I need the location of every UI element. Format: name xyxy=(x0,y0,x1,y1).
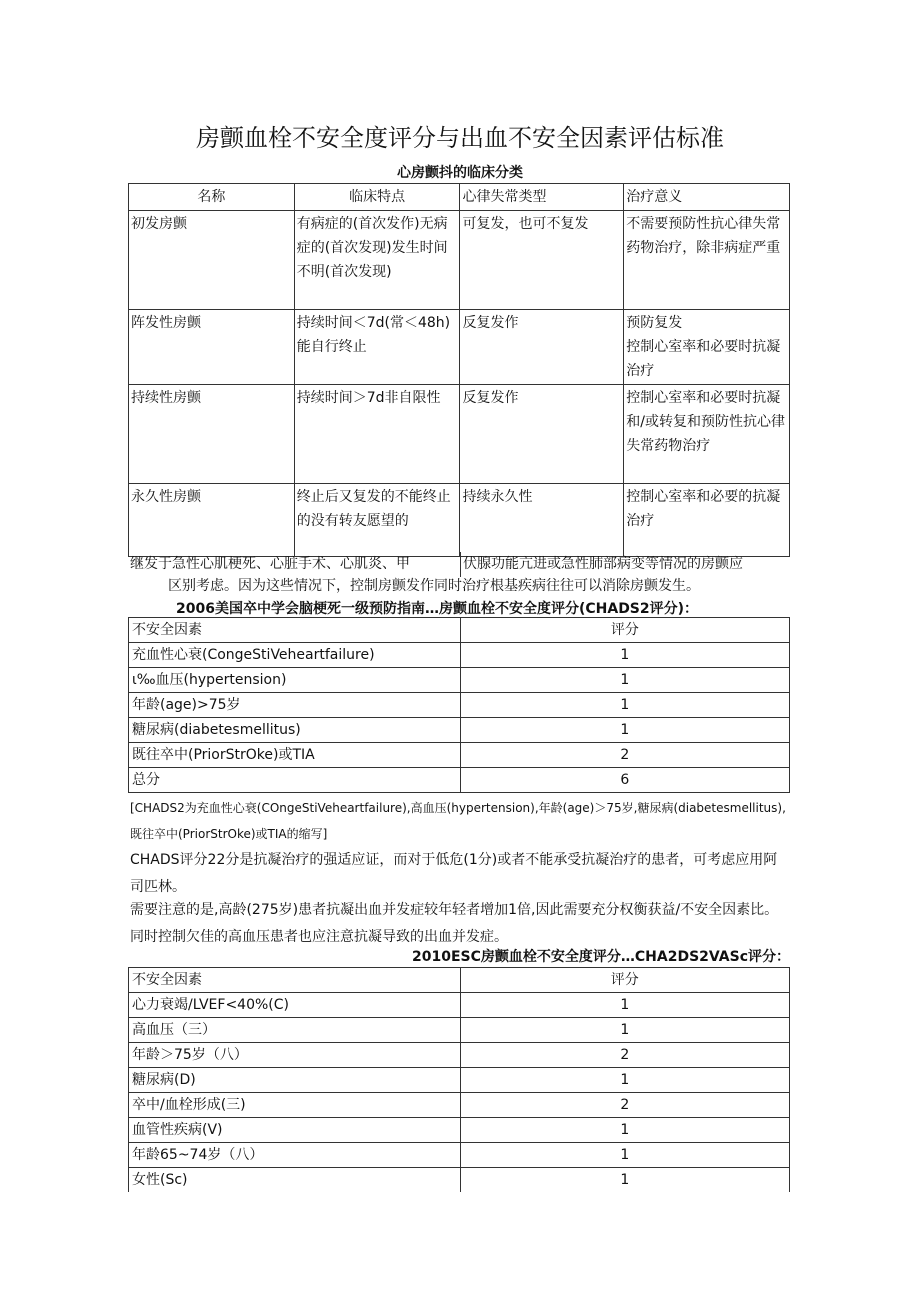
table-row xyxy=(129,484,790,557)
page-title: 房颤血栓不安全度评分与出血不安全因素评估标准 xyxy=(196,124,724,152)
table-cell: 反复发作 xyxy=(460,310,624,385)
table-cell: 有病症的(首次发作)无病症的(首次发现)发生时间不明(首次发现) xyxy=(294,211,460,310)
table-cell: 控制心室率和必要的抗凝治疗 xyxy=(624,484,790,557)
table-cell: 1 xyxy=(460,1168,789,1193)
note1-a: 继发于急性心肌梗死、心脏手术、心肌炎、甲 xyxy=(130,556,410,572)
table-cell: ι‰血压(hypertension) xyxy=(129,668,461,693)
table-cell: 年龄＞75岁（八） xyxy=(129,1043,461,1068)
table-row xyxy=(129,310,790,385)
header-row xyxy=(129,618,790,643)
table-cell: 1 xyxy=(460,643,789,668)
column-header: 评分 xyxy=(460,618,789,643)
column-header: 评分 xyxy=(460,968,789,993)
table-cell: 充血性心衰(CongeStiVeheartfailure) xyxy=(129,643,461,668)
table-cell: 不需要预防性抗心律失常 药物治疗，除非病症严重 xyxy=(624,211,790,310)
header-row xyxy=(129,968,790,993)
chads2-table xyxy=(128,617,790,793)
table-cell: 高血压（三） xyxy=(129,1018,461,1043)
table-row xyxy=(129,1018,790,1043)
table-row xyxy=(129,385,790,484)
table-cell: 卒中/血栓形成(三) xyxy=(129,1093,461,1118)
table-cell: 糖尿病(D) xyxy=(129,1068,461,1093)
table-cell: 反复发作 xyxy=(460,385,624,484)
table-cell: 初发房颤 xyxy=(129,211,295,310)
table-row xyxy=(129,1118,790,1143)
table3-caption: 2010ESC房颤血栓不安全度评分…CHA2DS2VASc评分： xyxy=(412,949,790,965)
table-row xyxy=(129,643,790,668)
table-cell: 持续永久性 xyxy=(460,484,624,557)
column-header: 临床特点 xyxy=(294,184,460,211)
table-cell: 1 xyxy=(460,993,789,1018)
cha2ds2vasc-table xyxy=(128,967,790,1192)
table-cell: 既往卒中(PriorStrOke)或TIA xyxy=(129,743,461,768)
table-cell: 阵发性房颤 xyxy=(129,310,295,385)
table1-caption: 心房颤抖的临床分类 xyxy=(397,165,523,181)
table-cell: 持续性房颤 xyxy=(129,385,295,484)
table-cell: 糖尿病(diabetesmellitus) xyxy=(129,718,461,743)
column-header: 名称 xyxy=(129,184,295,211)
table-cell: 持续时间＞7d非自限性 xyxy=(294,385,460,484)
table-cell: 永久性房颤 xyxy=(129,484,295,557)
af-classification-table xyxy=(128,183,790,557)
table-cell: 年龄65~74岁（八） xyxy=(129,1143,461,1168)
table-cell: 控制心室率和必要时抗凝和/或转复和预防性抗心律 失常药物治疗 xyxy=(624,385,790,484)
note1-b: 伏腺功能亢进或急性肺部病变等情况的房颤应 xyxy=(460,552,793,577)
paragraph-1: CHADS评分22分是抗凝治疗的强适应证，而对于低危(1分)或者不能承受抗凝治疗的患者，可考虑应用阿司匹林。 xyxy=(130,852,778,895)
table-cell: 年龄(age)>75岁 xyxy=(129,693,461,718)
table-cell: 1 xyxy=(460,668,789,693)
table-cell: 1 xyxy=(460,718,789,743)
table-row xyxy=(129,743,790,768)
table-row xyxy=(129,718,790,743)
table-row xyxy=(129,693,790,718)
column-header: 不安全因素 xyxy=(129,618,461,643)
table-cell: 总分 xyxy=(129,768,461,793)
table-cell: 预防复发 控制心室率和必要时抗凝治疗 xyxy=(624,310,790,385)
table-cell: 可复发，也可不复发 xyxy=(460,211,624,310)
table-cell: 2 xyxy=(460,743,789,768)
table-cell: 终止后又复发的不能终止的没有转友愿望的 xyxy=(294,484,460,557)
table-cell: 1 xyxy=(460,1143,789,1168)
table-cell: 女性(Sc) xyxy=(129,1168,461,1193)
header-row xyxy=(129,184,790,211)
table-row xyxy=(129,211,790,310)
table-cell: 1 xyxy=(460,693,789,718)
table-cell: 心力衰竭/LVEF<40%(C) xyxy=(129,993,461,1018)
chads2-note: [CHADS2为充血性心衰(COngeStiVeheartfailure),高血压(hypertension),年龄(age)＞75岁,糖尿病(diabetesmellitus),既往卒中(PriorStrOke)或TIA的缩写] xyxy=(130,801,786,841)
table-row xyxy=(129,993,790,1018)
table-cell: 持续时间＜7d(常＜48h) 能自行终止 xyxy=(294,310,460,385)
table-row xyxy=(129,668,790,693)
table-row xyxy=(129,1068,790,1093)
table-row xyxy=(129,768,790,793)
table-row xyxy=(129,1143,790,1168)
note1-c: 区别考虑。因为这些情况下，控制房颤发作同时治疗根基疾病往往可以消除房颤发生。 xyxy=(168,578,700,594)
table-row xyxy=(129,1168,790,1193)
table-row xyxy=(129,1093,790,1118)
table-row xyxy=(129,1043,790,1068)
paragraph-2: 需要注意的是,高龄(275岁)患者抗凝出血并发症较年轻者增加1倍,因此需要充分权衡获益/不安全因素比。同时控制欠佳的高血压患者也应注意抗凝导致的出血并发症。 xyxy=(130,902,779,945)
table-cell: 1 xyxy=(460,1018,789,1043)
table-cell: 1 xyxy=(460,1118,789,1143)
column-header: 不安全因素 xyxy=(129,968,461,993)
table-cell: 1 xyxy=(460,1068,789,1093)
column-header: 治疗意义 xyxy=(624,184,790,211)
table2-caption: 2006美国卒中学会脑梗死一级预防指南…房颤血栓不安全度评分(CHADS2评分)： xyxy=(176,601,699,617)
column-header: 心律失常类型 xyxy=(460,184,624,211)
table-cell: 2 xyxy=(460,1043,789,1068)
table-cell: 6 xyxy=(460,768,789,793)
table-cell: 血管性疾病(V) xyxy=(129,1118,461,1143)
table-cell: 2 xyxy=(460,1093,789,1118)
